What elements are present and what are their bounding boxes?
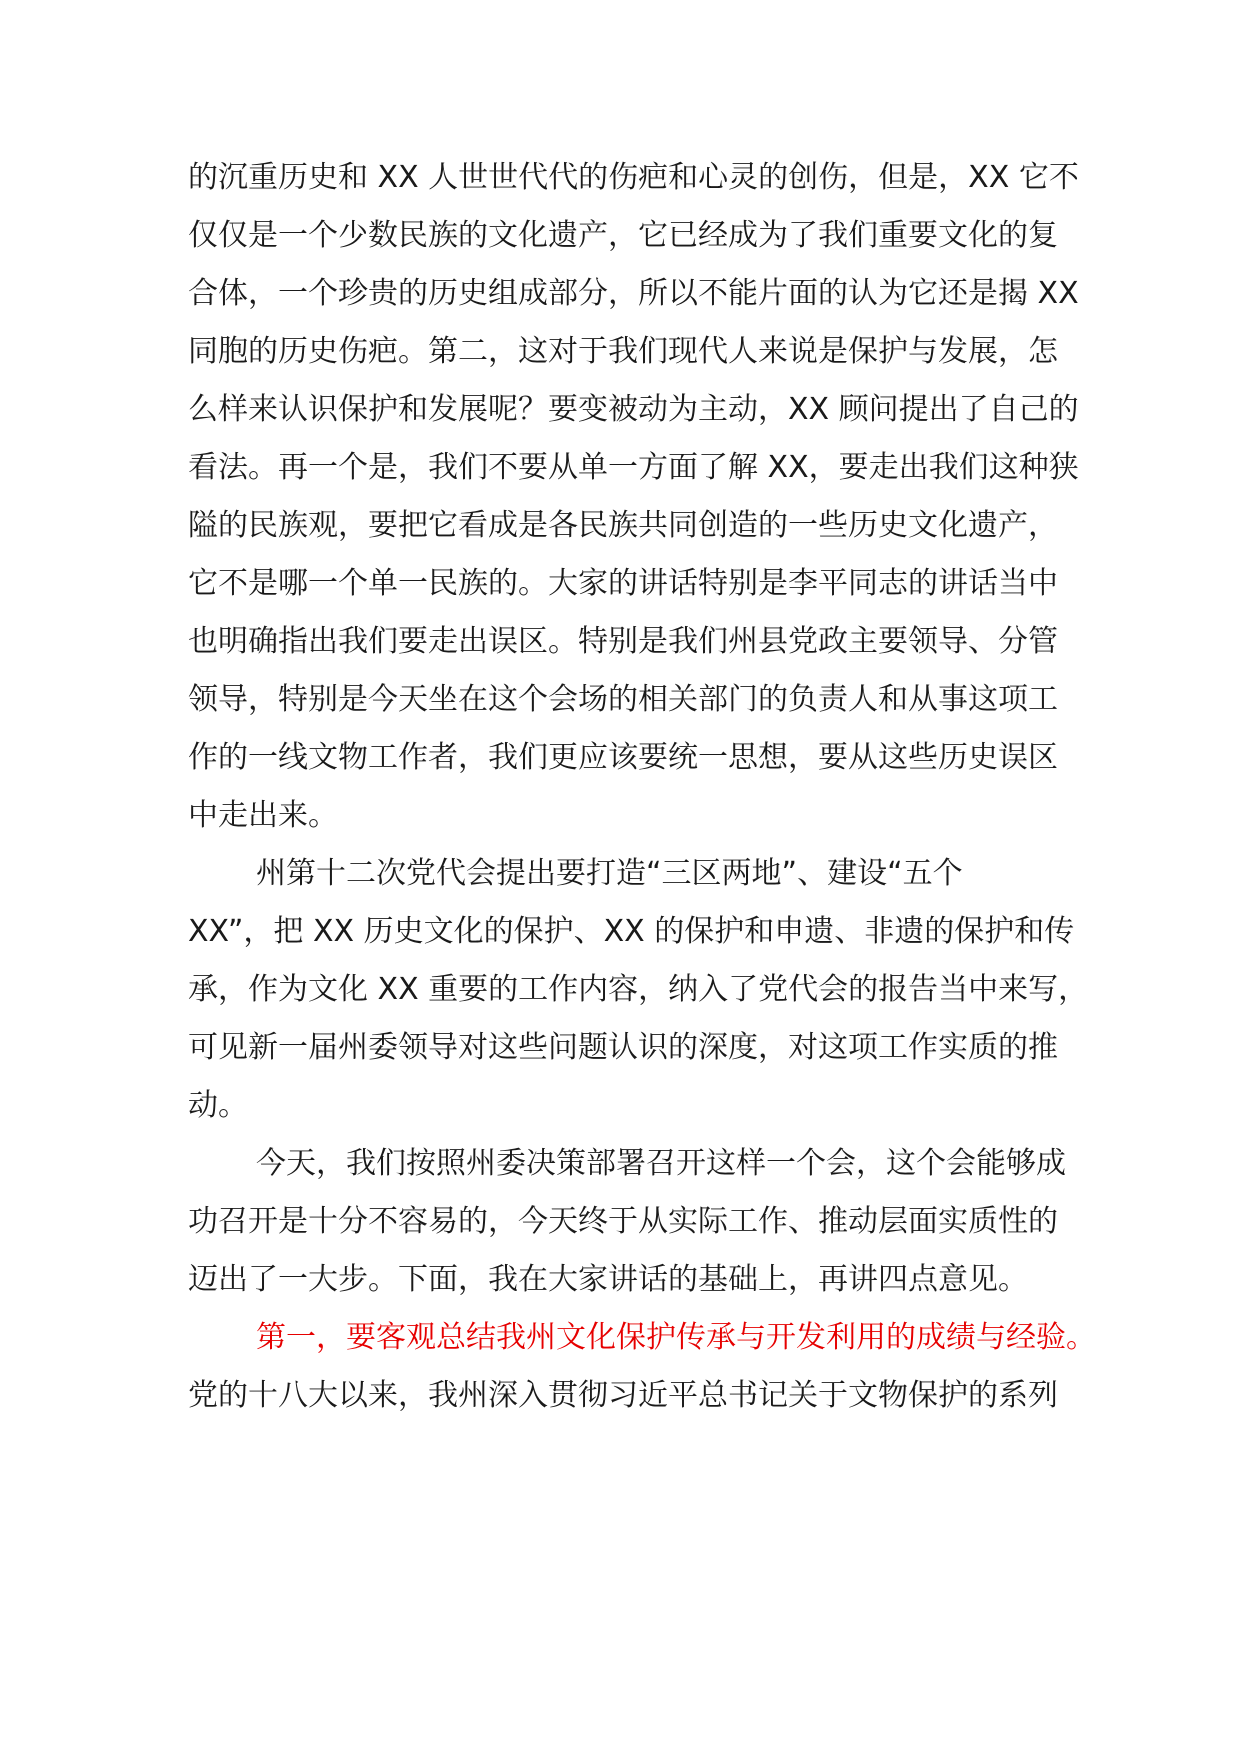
text-line: 看法。再一个是，我们不要从单一方面了解 XX，要走出我们这种狭 xyxy=(188,450,1079,485)
text-line: 作的一线文物工作者，我们更应该要统一思想，要从这些历史误区 xyxy=(188,740,1058,775)
text-line: 的沉重历史和 XX 人世世代代的伤疤和心灵的创伤，但是，XX 它不 xyxy=(188,160,1079,195)
text-line: 隘的民族观，要把它看成是各民族共同创造的一些历史文化遗产， xyxy=(188,508,1058,543)
text-line: 动。 xyxy=(188,1088,248,1123)
text-line: 也明确指出我们要走出误区。特别是我们州县党政主要领导、分管 xyxy=(188,624,1058,659)
text-line: 仅仅是一个少数民族的文化遗产，它已经成为了我们重要文化的复 xyxy=(188,218,1058,253)
text-line: 党的十八大以来，我州深入贯彻习近平总书记关于文物保护的系列 xyxy=(188,1378,1058,1413)
section-heading-line xyxy=(256,1318,1096,1358)
text-line: 么样来认识保护和发展呢？要变被动为主动，XX 顾问提出了自己的 xyxy=(188,392,1079,427)
section-heading-red: 第一，要客观总结我州文化保护传承与开发利用的成绩与经验。 xyxy=(256,1320,1096,1355)
text-line: 领导，特别是今天坐在这个会场的相关部门的负责人和从事这项工 xyxy=(188,682,1058,717)
text-line: 可见新一届州委领导对这些问题认识的深度，对这项工作实质的推 xyxy=(188,1030,1058,1065)
text-line: XX”，把 XX 历史文化的保护、XX 的保护和申遗、非遗的保护和传 xyxy=(188,914,1075,949)
text-line: 它不是哪一个单一民族的。大家的讲话特别是李平同志的讲话当中 xyxy=(188,566,1058,601)
text-line: 同胞的历史伤疤。第二，这对于我们现代人来说是保护与发展，怎 xyxy=(188,334,1058,369)
text-line: 功召开是十分不容易的，今天终于从实际工作、推动层面实质性的 xyxy=(188,1204,1058,1239)
text-line: 承，作为文化 XX 重要的工作内容，纳入了党代会的报告当中来写， xyxy=(188,972,1089,1007)
paragraph-start-line: 今天，我们按照州委决策部署召开这样一个会，这个会能够成 xyxy=(256,1146,1066,1181)
text-line: 合体，一个珍贵的历史组成部分，所以不能片面的认为它还是揭 XX xyxy=(188,276,1079,311)
text-line: 中走出来。 xyxy=(188,798,338,833)
paragraph-start-line: 州第十二次党代会提出要打造“三区两地”、建设“五个 xyxy=(256,856,963,891)
text-line: 迈出了一大步。下面，我在大家讲话的基础上，再讲四点意见。 xyxy=(188,1262,1028,1297)
